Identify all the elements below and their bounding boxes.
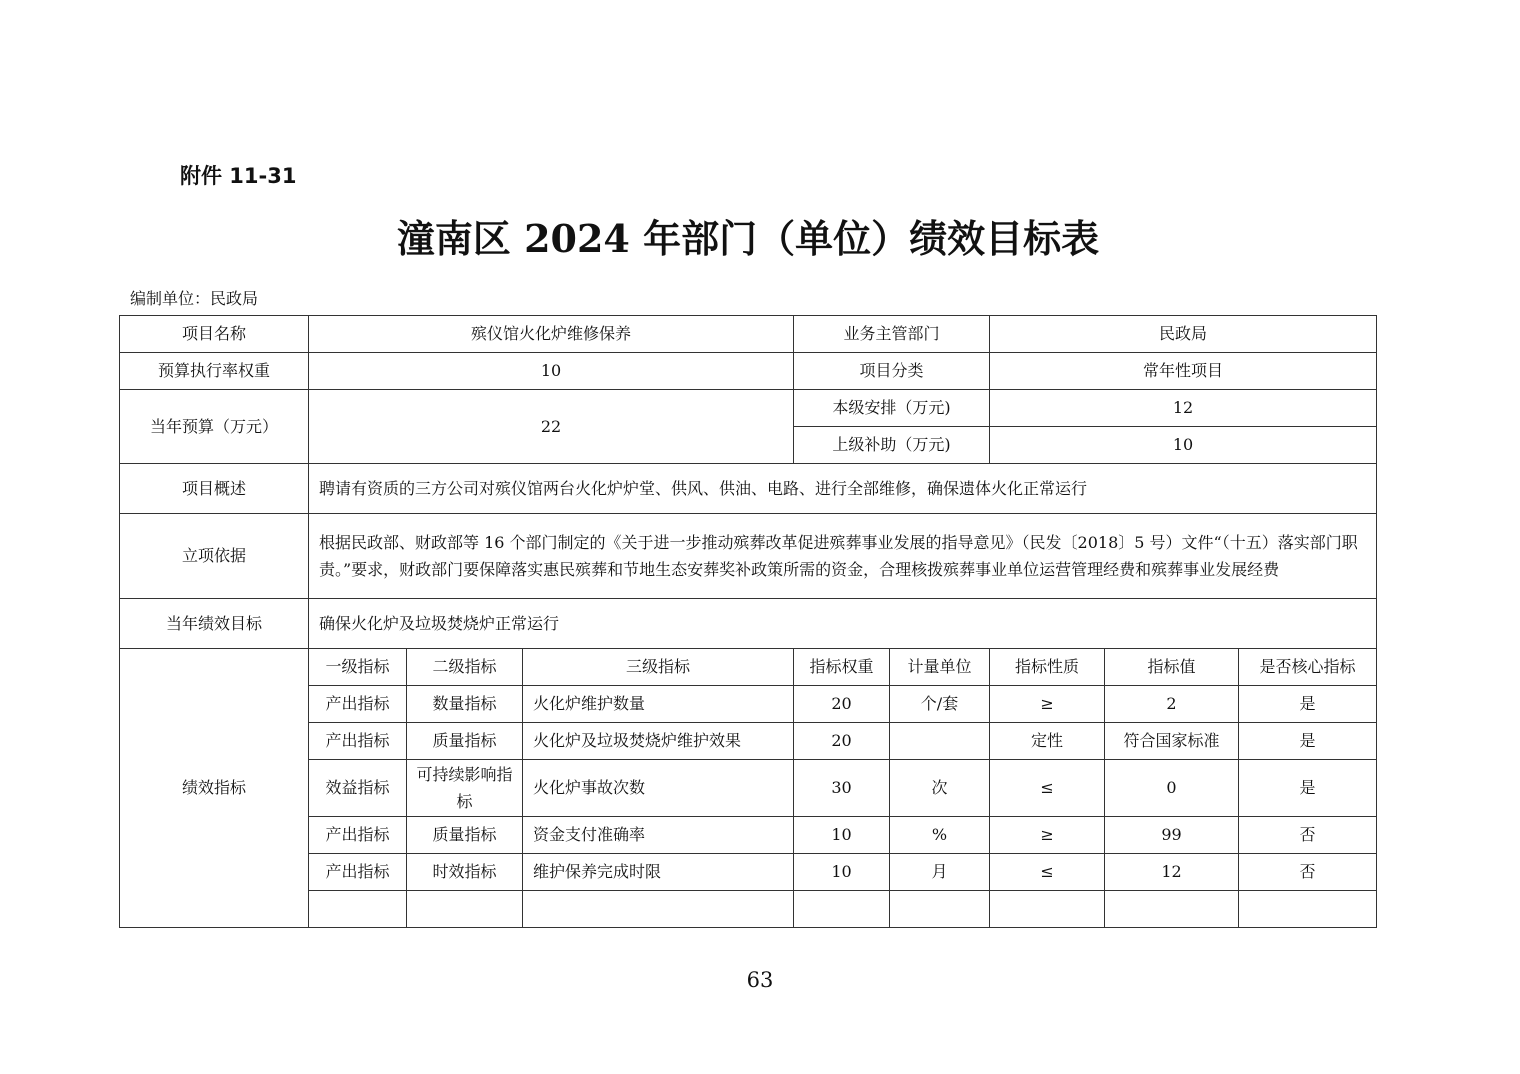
indicator-header: 一级指标	[309, 649, 407, 686]
level3-cell: 火化炉及垃圾焚烧炉维护效果	[523, 723, 794, 760]
table-row	[120, 723, 1377, 760]
performance-table	[119, 315, 1377, 928]
level2-cell: 数量指标	[407, 686, 523, 723]
annex-label: 附件 11-31	[180, 164, 297, 188]
nature-cell: ≤	[990, 854, 1105, 891]
core-cell: 是	[1239, 760, 1377, 817]
weight-cell: 10	[794, 854, 890, 891]
value-cell: 0	[1105, 760, 1239, 817]
weight-cell: 20	[794, 723, 890, 760]
level3-cell: 火化炉事故次数	[523, 760, 794, 817]
category-label: 项目分类	[794, 353, 990, 390]
value-cell: 12	[1105, 854, 1239, 891]
indicator-label: 绩效指标	[120, 649, 309, 928]
overview: 聘请有资质的三方公司对殡仪馆两台火化炉炉堂、供风、供油、电路、进行全部维修，确保遗体火化正常运行	[309, 464, 1377, 514]
local: 12	[990, 390, 1377, 427]
unit-cell: 次	[890, 760, 990, 817]
category: 常年性项目	[990, 353, 1377, 390]
nature-cell: ≥	[990, 686, 1105, 723]
overview-label: 项目概述	[120, 464, 309, 514]
level2-cell: 质量指标	[407, 817, 523, 854]
value-cell: 99	[1105, 817, 1239, 854]
level1-cell: 产出指标	[309, 723, 407, 760]
core-cell: 否	[1239, 854, 1377, 891]
upper-label: 上级补助（万元)	[794, 427, 990, 464]
budget-label: 当年预算（万元）	[120, 390, 309, 464]
weight: 10	[309, 353, 794, 390]
core-cell: 否	[1239, 817, 1377, 854]
indicator-header: 三级指标	[523, 649, 794, 686]
indicator-header: 二级指标	[407, 649, 523, 686]
level3-cell: 火化炉维护数量	[523, 686, 794, 723]
dept-label: 业务主管部门	[794, 316, 990, 353]
goal: 确保火化炉及垃圾焚烧炉正常运行	[309, 599, 1377, 649]
indicator-header: 指标性质	[990, 649, 1105, 686]
weight-label: 预算执行率权重	[120, 353, 309, 390]
level1-cell: 产出指标	[309, 686, 407, 723]
value-cell: 符合国家标准	[1105, 723, 1239, 760]
weight-cell: 30	[794, 760, 890, 817]
project-name-label: 项目名称	[120, 316, 309, 353]
indicator-header: 指标权重	[794, 649, 890, 686]
core-cell: 是	[1239, 723, 1377, 760]
table-row	[120, 854, 1377, 891]
indicator-header: 指标值	[1105, 649, 1239, 686]
goal-label: 当年绩效目标	[120, 599, 309, 649]
level3-cell: 资金支付准确率	[523, 817, 794, 854]
level1-cell: 产出指标	[309, 817, 407, 854]
upper: 10	[990, 427, 1377, 464]
core-cell: 是	[1239, 686, 1377, 723]
project-name: 殡仪馆火化炉维修保养	[309, 316, 794, 353]
level2-cell: 时效指标	[407, 854, 523, 891]
level2-cell: 可持续影响指标	[407, 760, 523, 817]
table-row	[120, 686, 1377, 723]
weight-cell: 10	[794, 817, 890, 854]
compiling-unit: 编制单位：民政局	[130, 289, 259, 308]
basis: 根据民政部、财政部等 16 个部门制定的《关于进一步推动殡葬改革促进殡葬事业发展的指导意见》（民发〔2018〕5 号）文件“（十五）落实部门职责。”要求，财政部门要保障落实惠民殡葬和节地生态安葬奖补政策所需的资金，合理核拨殡葬事业单位运营管理经费和殡葬事业发展经费	[309, 514, 1377, 599]
level1-cell: 效益指标	[309, 760, 407, 817]
empty-row	[120, 891, 1377, 928]
unit-cell	[890, 723, 990, 760]
value-cell: 2	[1105, 686, 1239, 723]
local-label: 本级安排（万元)	[794, 390, 990, 427]
budget: 22	[309, 390, 794, 464]
table-row	[120, 760, 1377, 817]
weight-cell: 20	[794, 686, 890, 723]
indicator-header: 计量单位	[890, 649, 990, 686]
level3-cell: 维护保养完成时限	[523, 854, 794, 891]
unit-cell: 月	[890, 854, 990, 891]
indicator-header: 是否核心指标	[1239, 649, 1377, 686]
unit-cell: 个/套	[890, 686, 990, 723]
basis-label: 立项依据	[120, 514, 309, 599]
table-row	[120, 817, 1377, 854]
level2-cell: 质量指标	[407, 723, 523, 760]
nature-cell: ≤	[990, 760, 1105, 817]
dept: 民政局	[990, 316, 1377, 353]
nature-cell: ≥	[990, 817, 1105, 854]
unit-cell: %	[890, 817, 990, 854]
nature-cell: 定性	[990, 723, 1105, 760]
page-title: 潼南区 2024 年部门（单位）绩效目标表	[396, 216, 1100, 261]
level1-cell: 产出指标	[309, 854, 407, 891]
page-number: 63	[746, 968, 774, 992]
